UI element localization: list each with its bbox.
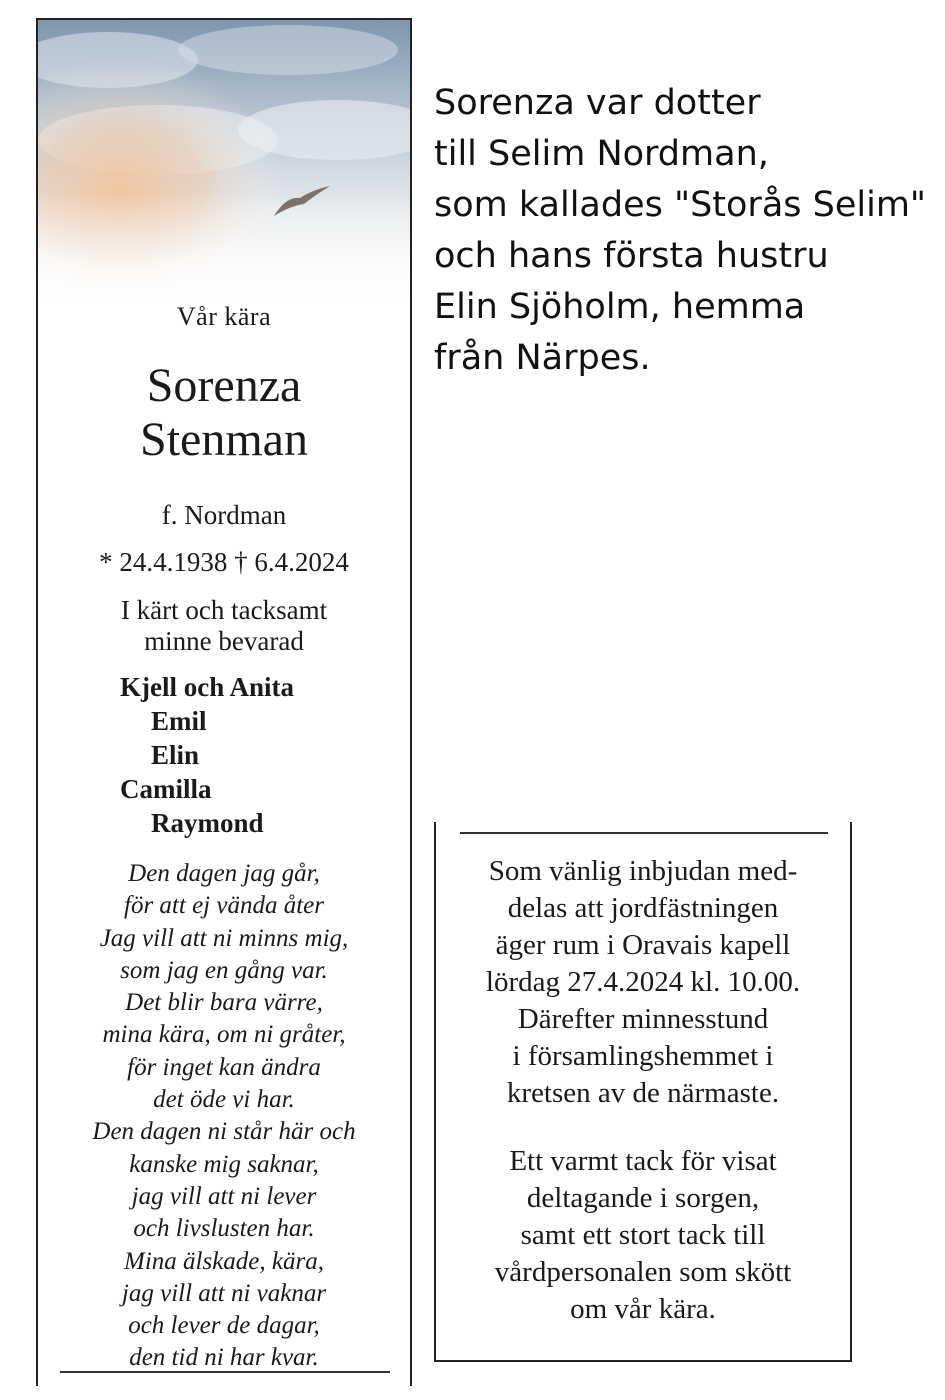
invitation-line: kretsen av de närmaste. xyxy=(506,1077,780,1109)
mourner-name: Raymond xyxy=(151,808,264,838)
thanks-line: samt ett stort tack till xyxy=(520,1219,766,1251)
poem-line: det öde vi har. xyxy=(153,1086,295,1114)
thanks-line: om vår kära. xyxy=(570,1293,716,1325)
note-line: Sorenza var dotter xyxy=(434,83,761,123)
invitation-line: i församlingshemmet i xyxy=(512,1040,774,1072)
poem-line: Den dagen jag går, xyxy=(128,860,320,887)
poem-line: och lever de dagar, xyxy=(128,1312,320,1340)
thanks-line: deltagande i sorgen, xyxy=(526,1182,760,1214)
poem-line: Mina älskade, kära, xyxy=(124,1247,324,1275)
poem-line: Det blir bara värre, xyxy=(125,989,323,1017)
poem xyxy=(38,858,410,1375)
note-line: från Närpes. xyxy=(434,338,651,378)
thanks-line: Ett varmt tack för visat xyxy=(509,1145,777,1177)
last-name: Stenman xyxy=(140,413,308,466)
mourner-name: Emil xyxy=(151,706,207,736)
obituary-column xyxy=(36,18,412,1386)
funeral-notice-box xyxy=(434,822,852,1362)
poem-line: för att ej vända åter xyxy=(124,892,324,920)
poem-line: som jag en gång var. xyxy=(120,956,328,984)
maiden-name: f. Nordman xyxy=(161,500,287,530)
first-name: Sorenza xyxy=(146,359,302,412)
invitation-line: delas att jordfästningen xyxy=(507,892,779,924)
poem-line: Den dagen ni står här och xyxy=(92,1118,356,1146)
note-line: som kallades "Storås Selim" xyxy=(434,185,927,225)
mourner-name: Elin xyxy=(151,740,200,770)
poem-line: och livslusten har. xyxy=(133,1215,315,1243)
poem-line: jag vill att ni vaknar xyxy=(121,1279,327,1307)
mourner-name: Camilla xyxy=(120,774,212,804)
note-line: och hans första hustru xyxy=(434,236,829,276)
note-line: till Selim Nordman, xyxy=(434,134,769,174)
poem-line: för inget kan ändra xyxy=(127,1053,321,1081)
memory-line: minne bevarad xyxy=(144,626,304,656)
intro-text: Vår kära xyxy=(176,302,272,331)
poem-line: mina kära, om ni gråter, xyxy=(102,1021,346,1049)
family-note xyxy=(434,78,939,384)
divider xyxy=(60,1371,390,1373)
invitation-line: lördag 27.4.2024 kl. 10.00. xyxy=(485,966,801,998)
invitation-line: äger rum i Oravais kapell xyxy=(495,929,791,961)
divider xyxy=(460,832,828,834)
poem-line: kanske mig saknar, xyxy=(129,1150,319,1178)
mourner-name: Kjell och Anita xyxy=(120,672,294,702)
poem-line: den tid ni har kvar. xyxy=(129,1344,319,1372)
memory-line: I kärt och tacksamt xyxy=(120,595,328,625)
life-dates: * 24.4.1938 † 6.4.2024 xyxy=(99,547,349,577)
poem-line: Jag vill att ni minns mig, xyxy=(99,924,349,952)
invitation-line: Därefter minnesstund xyxy=(517,1003,769,1035)
thanks-line: vårdpersonalen som skött xyxy=(494,1256,792,1288)
sky-bird-image xyxy=(38,20,410,310)
poem-line: jag vill att ni lever xyxy=(131,1182,317,1210)
note-line: Elin Sjöholm, hemma xyxy=(434,287,806,327)
invitation-line: Som vänlig inbjudan med- xyxy=(488,855,798,887)
